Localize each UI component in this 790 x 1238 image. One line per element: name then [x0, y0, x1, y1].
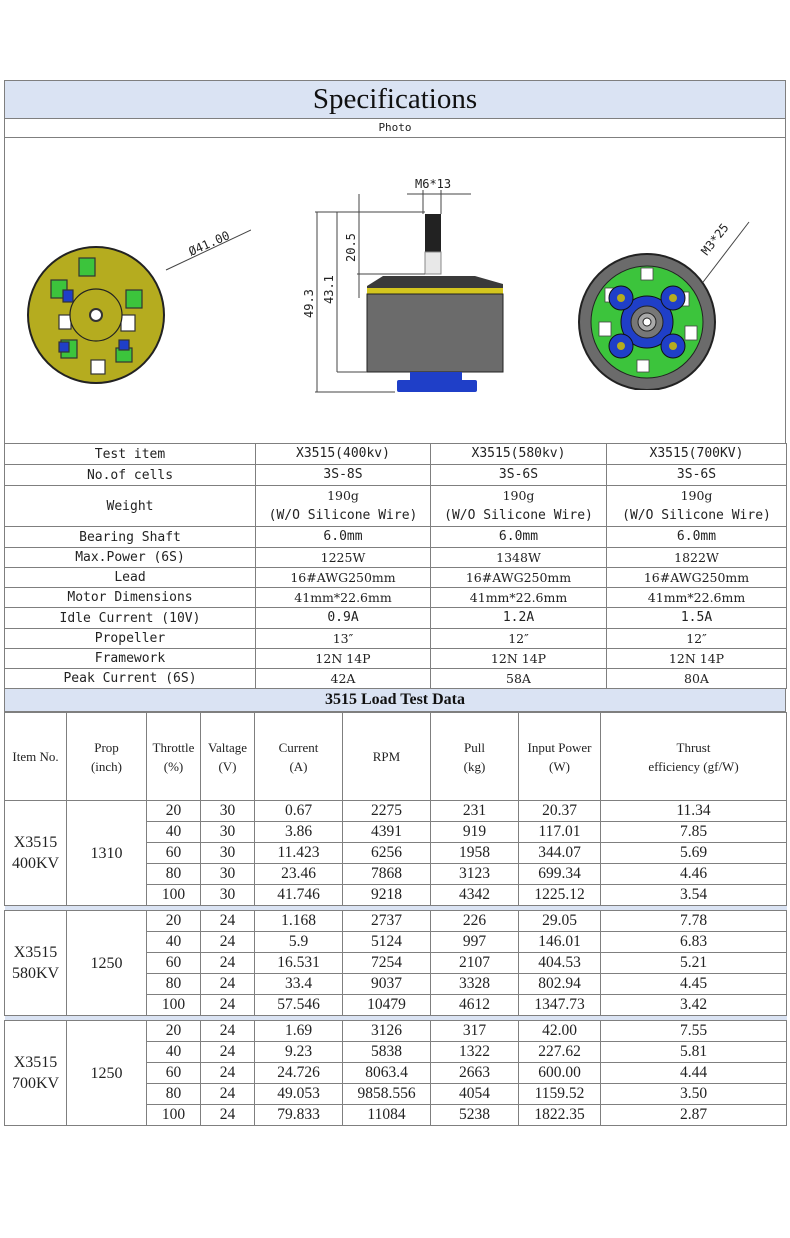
data-cell: 3.54: [601, 885, 787, 906]
column-header-line: (W): [549, 758, 570, 774]
data-cell: 30: [201, 864, 255, 885]
spec-row: [5, 548, 787, 568]
data-cell: 24: [201, 1042, 255, 1063]
data-cell: 146.01: [519, 932, 601, 953]
spec-value: 12N 14P: [256, 649, 431, 669]
spec-label: Motor Dimensions: [5, 588, 256, 608]
motor-top-view-drawing: [21, 220, 251, 395]
data-cell: 600.00: [519, 1063, 601, 1084]
column-header-line: Valtage: [208, 739, 247, 755]
data-cell: 9218: [343, 885, 431, 906]
data-cell: 24: [201, 932, 255, 953]
data-cell: 1958: [431, 843, 519, 864]
data-cell: 7254: [343, 953, 431, 974]
column-header: [147, 713, 201, 801]
data-cell: 3.86: [255, 822, 343, 843]
body-height-label: 43.1: [322, 275, 336, 304]
data-cell: 5.21: [601, 953, 787, 974]
data-cell: 80: [147, 864, 201, 885]
data-cell: 3123: [431, 864, 519, 885]
data-cell: 80: [147, 974, 201, 995]
data-cell: 5124: [343, 932, 431, 953]
spec-value: 6.0mm: [607, 527, 787, 548]
data-cell: 100: [147, 1105, 201, 1126]
data-cell: 9858.556: [343, 1084, 431, 1105]
spec-value: 12N 14P: [431, 649, 607, 669]
data-cell: 1.168: [255, 911, 343, 932]
data-cell: 24: [201, 911, 255, 932]
data-cell: 4342: [431, 885, 519, 906]
column-header-line: (V): [218, 758, 237, 774]
data-cell: 7.55: [601, 1021, 787, 1042]
data-cell: 79.833: [255, 1105, 343, 1126]
data-cell: 80: [147, 1084, 201, 1105]
spec-value: 0.9A: [256, 608, 431, 629]
spec-value: [607, 486, 787, 527]
data-cell: 49.053: [255, 1084, 343, 1105]
spec-value: 1225W: [256, 548, 431, 568]
data-cell: 1159.52: [519, 1084, 601, 1105]
data-cell: 0.67: [255, 801, 343, 822]
column-header-line: Prop: [94, 739, 119, 755]
item-no-line: X3515: [13, 1054, 58, 1071]
column-header: [601, 713, 787, 801]
data-cell: 42.00: [519, 1021, 601, 1042]
spec-value: 1348W: [431, 548, 607, 568]
data-cell: 57.546: [255, 995, 343, 1016]
page-title: Specifications: [4, 80, 786, 119]
column-header-line: Input Power: [527, 739, 592, 755]
spec-value: 12N 14P: [607, 649, 787, 669]
data-cell: 24: [201, 953, 255, 974]
shaft-thread-label: M6*13: [415, 177, 452, 191]
data-cell: 2107: [431, 953, 519, 974]
data-cell: 9.23: [255, 1042, 343, 1063]
data-cell: 7.85: [601, 822, 787, 843]
data-cell: 24: [201, 1084, 255, 1105]
total-height-label: 49.3: [302, 289, 316, 318]
data-cell: 231: [431, 801, 519, 822]
column-header-line: (inch): [90, 758, 123, 774]
data-cell: 5.9: [255, 932, 343, 953]
data-cell: 20: [147, 911, 201, 932]
spec-row: [5, 608, 787, 629]
spec-value: 3S-8S: [256, 465, 431, 486]
photo-label: Photo: [4, 119, 786, 138]
table-row: [5, 911, 787, 932]
data-cell: 40: [147, 1042, 201, 1063]
data-cell: 4054: [431, 1084, 519, 1105]
data-cell: 5838: [343, 1042, 431, 1063]
data-cell: 24: [201, 1105, 255, 1126]
data-cell: 3328: [431, 974, 519, 995]
item-no-line: X3515: [13, 834, 58, 851]
data-cell: 4612: [431, 995, 519, 1016]
spec-sheet: [4, 80, 786, 1126]
spec-value: 16#AWG250mm: [431, 568, 607, 588]
spec-value: X3515(580kv): [431, 444, 607, 465]
column-header: [5, 713, 67, 801]
item-no-cell: [5, 801, 67, 906]
data-cell: 60: [147, 953, 201, 974]
data-cell: 24.726: [255, 1063, 343, 1084]
data-cell: 11.34: [601, 801, 787, 822]
data-cell: 33.4: [255, 974, 343, 995]
data-cell: 5.69: [601, 843, 787, 864]
data-cell: 317: [431, 1021, 519, 1042]
column-header: [431, 713, 519, 801]
spec-value: 13″: [256, 629, 431, 649]
spec-value: 58A: [431, 669, 607, 689]
data-cell: 1347.73: [519, 995, 601, 1016]
data-cell: 404.53: [519, 953, 601, 974]
spec-row: [5, 649, 787, 669]
spec-value-main: 190g: [680, 488, 713, 503]
spec-label: Peak Current (6S): [5, 669, 256, 689]
mount-screw-label: M3*25: [698, 220, 732, 258]
column-header: [343, 713, 431, 801]
motor-bottom-view-drawing: [577, 200, 782, 390]
data-cell: 11084: [343, 1105, 431, 1126]
data-cell: 4391: [343, 822, 431, 843]
spec-row: [5, 486, 787, 527]
data-cell: 3126: [343, 1021, 431, 1042]
data-cell: 2663: [431, 1063, 519, 1084]
spec-value: 6.0mm: [431, 527, 607, 548]
spec-label: Propeller: [5, 629, 256, 649]
data-cell: 7.78: [601, 911, 787, 932]
prop-cell: 1310: [67, 801, 147, 906]
data-cell: 6.83: [601, 932, 787, 953]
data-cell: 3.50: [601, 1084, 787, 1105]
data-cell: 100: [147, 995, 201, 1016]
item-no-line: 580KV: [11, 965, 60, 982]
spec-row: [5, 568, 787, 588]
data-cell: 6256: [343, 843, 431, 864]
spec-row: [5, 465, 787, 486]
spec-row: [5, 444, 787, 465]
item-no-line: 700KV: [11, 1075, 60, 1092]
spec-row: [5, 629, 787, 649]
data-cell: 16.531: [255, 953, 343, 974]
data-cell: 227.62: [519, 1042, 601, 1063]
data-cell: 20.37: [519, 801, 601, 822]
table-row: [5, 1021, 787, 1042]
data-cell: 1225.12: [519, 885, 601, 906]
prop-cell: 1250: [67, 1021, 147, 1126]
data-cell: 226: [431, 911, 519, 932]
data-cell: 1822.35: [519, 1105, 601, 1126]
column-header-line: Current: [278, 739, 319, 755]
spec-value: 6.0mm: [256, 527, 431, 548]
spec-value: X3515(400kv): [256, 444, 431, 465]
column-header: [67, 713, 147, 801]
data-cell: 60: [147, 843, 201, 864]
data-cell: 24: [201, 1063, 255, 1084]
data-cell: 60: [147, 1063, 201, 1084]
column-header-line: (%): [163, 758, 184, 774]
spec-label: Bearing Shaft: [5, 527, 256, 548]
data-cell: 20: [147, 801, 201, 822]
column-header-line: efficiency (gf/W): [648, 758, 739, 774]
spec-label: No.of cells: [5, 465, 256, 486]
item-no-line: 400KV: [11, 855, 60, 872]
data-cell: 5.81: [601, 1042, 787, 1063]
spec-value: 42A: [256, 669, 431, 689]
spec-value-main: 190g: [502, 488, 535, 503]
column-header-line: Pull: [464, 739, 485, 755]
column-header-line: Throttle: [152, 739, 195, 755]
diameter-label: Ø41.00: [186, 228, 232, 259]
column-header-line: Item No.: [12, 749, 59, 764]
column-header-line: RPM: [372, 749, 401, 764]
spec-value: 12″: [607, 629, 787, 649]
spec-label: Framework: [5, 649, 256, 669]
photo-area: [4, 138, 786, 443]
spec-value-note: (W/O Silicone Wire): [622, 508, 771, 523]
data-cell: 30: [201, 822, 255, 843]
item-no-cell: [5, 1021, 67, 1126]
data-cell: 24: [201, 995, 255, 1016]
data-cell: 30: [201, 885, 255, 906]
spec-value: 41mm*22.6mm: [256, 588, 431, 608]
spec-value: 16#AWG250mm: [607, 568, 787, 588]
data-cell: 4.46: [601, 864, 787, 885]
spec-row: [5, 669, 787, 689]
spec-value: 41mm*22.6mm: [431, 588, 607, 608]
load-test-title: 3515 Load Test Data: [4, 689, 786, 712]
data-cell: 24: [201, 974, 255, 995]
spec-row: [5, 527, 787, 548]
column-header-line: Thrust: [676, 739, 711, 755]
data-cell: 919: [431, 822, 519, 843]
item-no-cell: [5, 911, 67, 1016]
spec-value: 12″: [431, 629, 607, 649]
data-cell: 1322: [431, 1042, 519, 1063]
table-row: [5, 801, 787, 822]
data-cell: 7868: [343, 864, 431, 885]
spec-value: 1822W: [607, 548, 787, 568]
spec-label: Weight: [5, 486, 256, 527]
column-header-line: (A): [289, 758, 308, 774]
spec-label: Lead: [5, 568, 256, 588]
shaft-height-label: 20.5: [344, 233, 358, 262]
data-cell: 41.746: [255, 885, 343, 906]
spec-value-main: 190g: [327, 488, 359, 503]
column-header: [519, 713, 601, 801]
spec-value: 80A: [607, 669, 787, 689]
spec-value: 1.5A: [607, 608, 787, 629]
data-cell: 344.07: [519, 843, 601, 864]
data-cell: 30: [201, 801, 255, 822]
spec-label: Test item: [5, 444, 256, 465]
column-header: [255, 713, 343, 801]
spec-value: 41mm*22.6mm: [607, 588, 787, 608]
load-test-table: [4, 712, 787, 1126]
spec-value-note: (W/O Silicone Wire): [444, 508, 593, 523]
motor-side-view-drawing: [275, 166, 525, 406]
data-cell: 9037: [343, 974, 431, 995]
data-cell: 40: [147, 822, 201, 843]
spec-label: Idle Current (10V): [5, 608, 256, 629]
spec-value: 1.2A: [431, 608, 607, 629]
data-cell: 3.42: [601, 995, 787, 1016]
spec-value: [256, 486, 431, 527]
data-cell: 4.44: [601, 1063, 787, 1084]
data-cell: 802.94: [519, 974, 601, 995]
column-header: [201, 713, 255, 801]
data-cell: 40: [147, 932, 201, 953]
data-cell: 23.46: [255, 864, 343, 885]
data-cell: 2.87: [601, 1105, 787, 1126]
data-cell: 10479: [343, 995, 431, 1016]
spec-label: Max.Power (6S): [5, 548, 256, 568]
data-cell: 1.69: [255, 1021, 343, 1042]
spec-value-note: (W/O Silicone Wire): [268, 508, 418, 523]
data-cell: 29.05: [519, 911, 601, 932]
data-cell: 5238: [431, 1105, 519, 1126]
data-cell: 699.34: [519, 864, 601, 885]
data-cell: 8063.4: [343, 1063, 431, 1084]
data-cell: 20: [147, 1021, 201, 1042]
data-cell: 11.423: [255, 843, 343, 864]
data-cell: 2275: [343, 801, 431, 822]
data-cell: 24: [201, 1021, 255, 1042]
data-cell: 100: [147, 885, 201, 906]
spec-table: [4, 443, 787, 689]
spec-value: 3S-6S: [607, 465, 787, 486]
spec-value: [431, 486, 607, 527]
item-no-line: X3515: [13, 944, 58, 961]
data-cell: 997: [431, 932, 519, 953]
spec-value: 3S-6S: [431, 465, 607, 486]
spec-value: 16#AWG250mm: [256, 568, 431, 588]
column-header-line: (kg): [463, 758, 486, 774]
data-cell: 117.01: [519, 822, 601, 843]
spec-row: [5, 588, 787, 608]
prop-cell: 1250: [67, 911, 147, 1016]
data-cell: 4.45: [601, 974, 787, 995]
spec-value: X3515(700KV): [607, 444, 787, 465]
data-cell: 30: [201, 843, 255, 864]
data-cell: 2737: [343, 911, 431, 932]
